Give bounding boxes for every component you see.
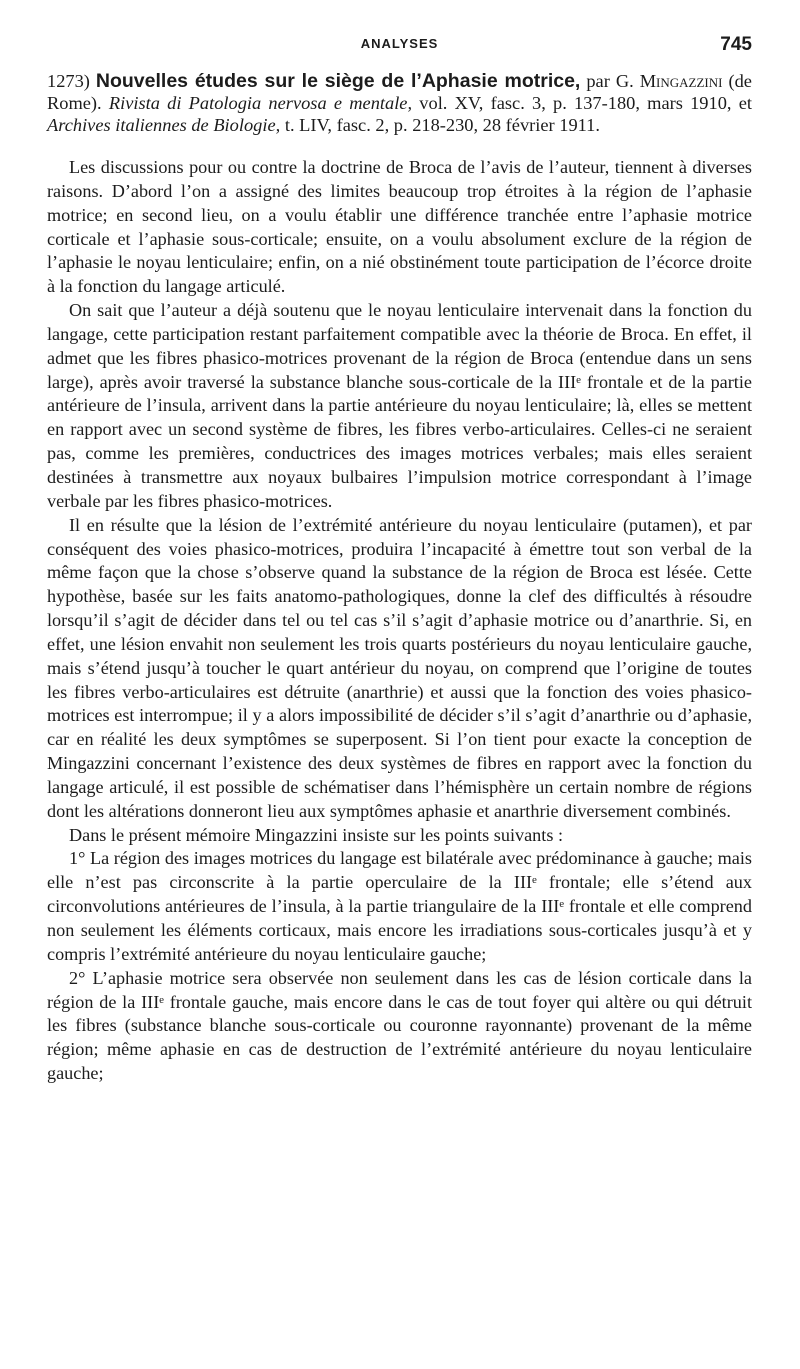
author-prefix: par G. <box>586 71 634 91</box>
author-affiliation: (de Rome). <box>47 71 752 113</box>
entry-title: Nouvelles études sur le siège de l’Aphasie motrice, <box>95 70 581 92</box>
page-number: 745 <box>720 34 752 55</box>
journal-title-1: Rivista di Patologia nervosa e mentale, <box>108 93 413 113</box>
author-name: Mingazzini <box>639 71 723 91</box>
reference-2: t. LIV, fasc. 2, p. 218-230, 28 février 1911. <box>284 115 600 135</box>
paragraph: Il en résulte que la lésion de l’extrémité antérieure du noyau lenticulaire (putamen), et par conséquent des voies phasico-motrices, produira l’incapacité à émettre tout son verbal de la même façon que la chose s’observe quand la substance de la région de Broca est lésée. Cette hypothèse, basée sur les faits anatomo-pathologiques, donne la clef des difficultés à résoudre lorsqu’il s’agit de décider dans tel ou tel cas s’il s’agit d’aphasie motrice ou d’anarthrie. Si, en effet, une lésion envahit non seulement les trois quarts postérieurs du noyau lenticulaire gauche, mais s’étend jusqu’à toucher le quart antérieur du noyau, on comprend que l’origine de toutes les fibres verbo-articulaires est détruite (anarthrie) et aussi que la fonction des voies phasico-motrices est interrompue; il y a alors impossibilité de décider s’il s’agit d’anarthrie ou d’aphasie, car en réalité les deux symptômes se superposent. Si l’on tient pour exacte la conception de Mingazzini concernant l’existence des deux systèmes de fibres en rapport avec la fonction du langage articulé, il est possible de schématiser dans l’hémisphère un certain nombre de régions dont les altérations donneront lieu aux symptômes aphasie et anarthrie diversement combinés. <box>47 514 752 821</box>
abstract-body <box>47 156 752 1086</box>
paragraph: 2° L’aphasie motrice sera observée non seulement dans les cas de lésion corticale dans la région de la IIIᵉ frontale gauche, mais encore dans le cas de tout foyer qui altère ou qui détruit les fibres (substance blanche sous-corticale ou couronne rayonnante) provenant de la même région; même aphasie en cas de destruction de l’extrémité antérieure du noyau lenticulaire gauche; <box>47 967 752 1084</box>
paragraph: Les discussions pour ou contre la doctrine de Broca de l’avis de l’auteur, tiennent à diverses raisons. D’abord l’on a assigné des limites beaucoup trop étroites à la région de l’aphasie motrice; en second lieu, on a voulu établir une différence tranchée entre l’aphasie motrice corticale et l’aphasie sous-corticale; ensuite, on a voulu absolument exclure de la région de l’aphasie le noyau lenticulaire; enfin, on a nié obstinément toute participation de l’écorce droite à la fonction du langage articulé. <box>47 157 752 297</box>
paragraph: 1° La région des images motrices du langage est bilatérale avec prédominance à gauche; mais elle n’est pas circonscrite à la partie operculaire de la IIIᵉ frontale; elle s’étend aux circonvolutions antérieures de l’insula, à la partie triangulaire de la IIIᵉ frontale et elle comprend non seulement les éléments corticaux, mais encore les irradiations sous-corticales jusqu’à et y compris l’extrémité antérieure du noyau lenticulaire gauche; <box>47 848 752 964</box>
reference-1: vol. XV, fasc. 3, p. 137-180, mars 1910, et <box>419 93 752 113</box>
journal-title-2: Archives italiennes de Biologie, <box>47 115 281 135</box>
entry-number: 1273) <box>47 71 90 91</box>
paragraph: Dans le présent mémoire Mingazzini insiste sur les points suivants : <box>69 824 564 845</box>
entry-heading <box>47 70 752 136</box>
paragraph: On sait que l’auteur a déjà soutenu que le noyau lenticulaire intervenait dans la fonction du langage, cette participation restant parfaitement compatible avec la théorie de Broca. En effet, il admet que les fibres phasico-motrices provenant de la région de Broca (entendue dans un sens large), après avoir traversé la substance blanche sous-corticale de la IIIᵉ frontale et de la partie antérieure de l’insula, arrivent dans la partie antérieure du noyau lenticulaire; là, elles se mettent en rapport avec un second système de fibres, les fibres verbo-articulaires. Celles-ci ne seraient pas, comme les premières, conductrices des images motrices verbales; mais elles seraient destinées à transmettre aux noyaux bulbaires l’impulsion motrice correspondant à l’image verbale par les fibres phasico-motrices. <box>47 300 752 511</box>
running-title: ANALYSES <box>360 36 439 51</box>
running-head <box>47 34 752 60</box>
page <box>47 34 752 1086</box>
